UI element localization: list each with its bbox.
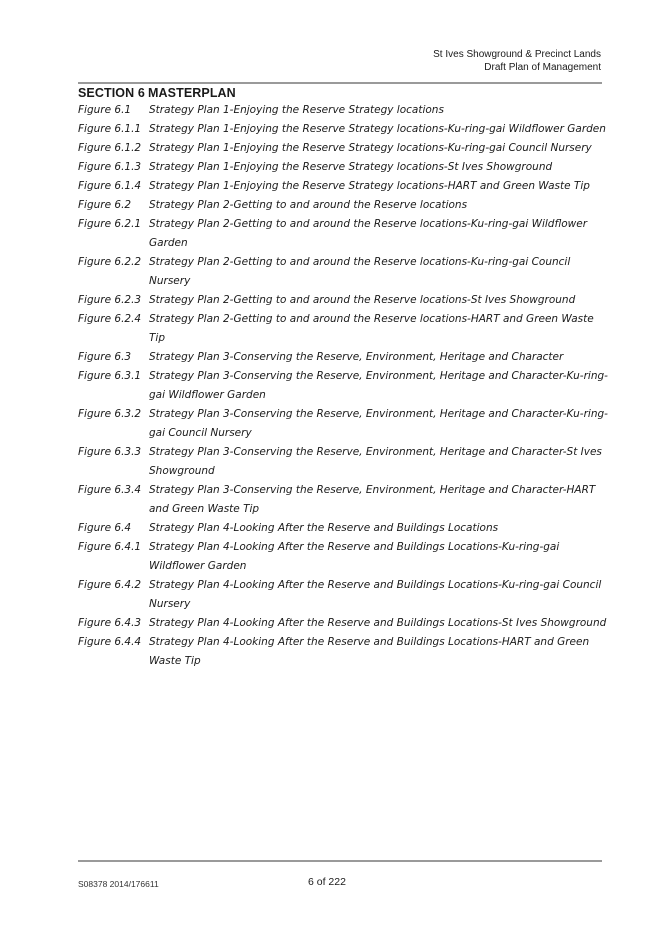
figure-number: Figure 6.2.4: [78, 313, 142, 325]
footer-divider: [78, 860, 602, 862]
figure-number: Figure 6.4.4: [78, 636, 142, 648]
figure-title: Strategy Plan 3-Conserving the Reserve, Environment, Heritage and Character-St Ives Showground: [149, 446, 602, 477]
figure-entry[interactable]: [78, 633, 608, 671]
figure-entry[interactable]: [78, 291, 608, 310]
figure-number: Figure 6.2.1: [78, 218, 142, 230]
page-header: [433, 48, 601, 74]
page-number: 6 of 222: [308, 876, 346, 888]
figure-entry[interactable]: [78, 367, 608, 405]
figure-number: Figure 6.4.3: [78, 617, 142, 629]
figure-title: Strategy Plan 2-Getting to and around the Reserve locations: [149, 199, 468, 211]
figure-title: Strategy Plan 1-Enjoying the Reserve Strategy locations-HART and Green Waste Tip: [149, 180, 590, 192]
figure-number: Figure 6.1.3: [78, 161, 142, 173]
figure-title: Strategy Plan 3-Conserving the Reserve, Environment, Heritage and Character-Ku-ring-gai Council Nursery: [149, 408, 608, 439]
figure-number: Figure 6.1.4: [78, 180, 142, 192]
header-divider: [78, 82, 602, 84]
figure-number: Figure 6.3.1: [78, 370, 142, 382]
section-number: SECTION 6: [78, 86, 145, 100]
figure-title: Strategy Plan 3-Conserving the Reserve, Environment, Heritage and Character: [149, 351, 564, 363]
figure-number: Figure 6.1: [78, 104, 132, 116]
figure-entry[interactable]: [78, 139, 608, 158]
figure-number: Figure 6.3: [78, 351, 132, 363]
figure-list: [78, 101, 608, 671]
figure-entry[interactable]: [78, 576, 608, 614]
figure-number: Figure 6.2.3: [78, 294, 142, 306]
figure-number: Figure 6.4.1: [78, 541, 142, 553]
figure-title: Strategy Plan 2-Getting to and around the Reserve locations-Ku-ring-gai Council Nursery: [149, 256, 571, 287]
figure-number: Figure 6.3.3: [78, 446, 142, 458]
figure-title: Strategy Plan 1-Enjoying the Reserve Strategy locations: [149, 104, 444, 116]
figure-number: Figure 6.1.1: [78, 123, 142, 135]
figure-title: Strategy Plan 1-Enjoying the Reserve Strategy locations-Ku-ring-gai Council Nursery: [149, 142, 592, 154]
figure-title: Strategy Plan 3-Conserving the Reserve, Environment, Heritage and Character-Ku-ring-gai Wildflower Garden: [149, 370, 608, 401]
figure-entry[interactable]: [78, 310, 608, 348]
figure-entry[interactable]: [78, 101, 608, 120]
figure-number: Figure 6.1.2: [78, 142, 142, 154]
figure-title: Strategy Plan 2-Getting to and around the Reserve locations-St Ives Showground: [149, 294, 576, 306]
figure-entry[interactable]: [78, 481, 608, 519]
figure-title: Strategy Plan 2-Getting to and around the Reserve locations-HART and Green Waste Tip: [149, 313, 594, 344]
figure-entry[interactable]: [78, 519, 608, 538]
figure-entry[interactable]: [78, 348, 608, 367]
section-title: MASTERPLAN: [148, 86, 236, 100]
figure-title: Strategy Plan 1-Enjoying the Reserve Strategy locations-Ku-ring-gai Wildflower Garden: [149, 123, 606, 135]
figure-entry[interactable]: [78, 177, 608, 196]
figure-title: Strategy Plan 4-Looking After the Reserve and Buildings Locations-HART and Green Waste Tip: [149, 636, 590, 667]
figure-title: Strategy Plan 4-Looking After the Reserve and Buildings Locations-Ku-ring-gai Wildflower Garden: [149, 541, 560, 572]
figure-entry[interactable]: [78, 538, 608, 576]
figure-entry[interactable]: [78, 120, 608, 139]
figure-entry[interactable]: [78, 215, 608, 253]
figure-title: Strategy Plan 1-Enjoying the Reserve Strategy locations-St Ives Showground: [149, 161, 553, 173]
figure-number: Figure 6.3.4: [78, 484, 142, 496]
figure-number: Figure 6.2.2: [78, 256, 142, 268]
figure-entry[interactable]: [78, 253, 608, 291]
section-heading: [78, 86, 236, 100]
header-title: St Ives Showground & Precinct Lands: [433, 49, 601, 60]
figure-number: Figure 6.2: [78, 199, 132, 211]
header-subtitle: Draft Plan of Management: [484, 62, 601, 73]
figure-entry[interactable]: [78, 196, 608, 215]
figure-number: Figure 6.4.2: [78, 579, 142, 591]
figure-title: Strategy Plan 4-Looking After the Reserve and Buildings Locations-St Ives Showground: [149, 617, 607, 629]
figure-entry[interactable]: [78, 443, 608, 481]
figure-entry[interactable]: [78, 405, 608, 443]
figure-title: Strategy Plan 4-Looking After the Reserve and Buildings Locations-Ku-ring-gai Council Nursery: [149, 579, 602, 610]
figure-number: Figure 6.3.2: [78, 408, 142, 420]
figure-title: Strategy Plan 4-Looking After the Reserve and Buildings Locations: [149, 522, 499, 534]
figure-title: Strategy Plan 2-Getting to and around the Reserve locations-Ku-ring-gai Wildflower Garden: [149, 218, 588, 249]
figure-title: Strategy Plan 3-Conserving the Reserve, Environment, Heritage and Character-HART and Green Waste Tip: [149, 484, 596, 515]
figure-number: Figure 6.4: [78, 522, 132, 534]
document-reference: S08378 2014/176611: [78, 879, 159, 889]
figure-entry[interactable]: [78, 158, 608, 177]
figure-entry[interactable]: [78, 614, 608, 633]
